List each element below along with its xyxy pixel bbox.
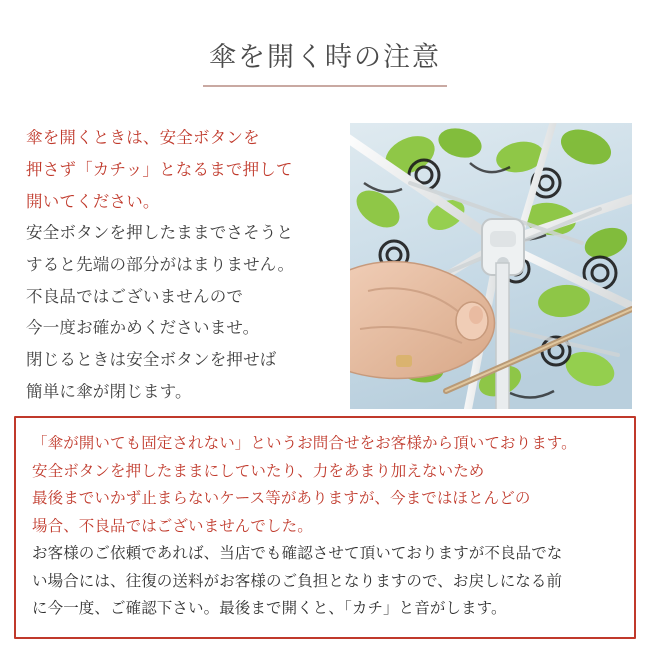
notice-line: い場合には、往復の送料がお客様のご負担となりますので、お戻しになる前 (32, 572, 563, 590)
instruction-line: 押さず「カチッ」となるまで押して (26, 160, 293, 179)
instruction-line: 今一度お確かめくださいませ。 (26, 319, 260, 338)
notice-line: 最後までいかず止まらないケース等がありますが、今まではほとんどの (32, 490, 531, 508)
notice-line: 場合、不良品ではございませんでした。 (32, 517, 313, 535)
instruction-line: 傘を開くときは、安全ボタンを (26, 129, 260, 148)
notice-line: 「傘が開いても固定されない」というお問合せをお客様から頂いております。 (32, 435, 577, 452)
notice-box (14, 416, 636, 639)
umbrella-photo (350, 123, 632, 409)
notice-line: 安全ボタンを押したままにしていたり、力をあまり加えないため (32, 462, 485, 480)
instruction-line: すると先端の部分がはまりません。 (26, 255, 295, 274)
instruction-line: 安全ボタンを押したままでさそうと (26, 224, 294, 243)
main-content (0, 105, 650, 409)
page-title-container (0, 0, 650, 105)
instruction-line: 不良品ではございませんので (26, 287, 244, 306)
instruction-line: 開いてください。 (26, 192, 160, 211)
instruction-line: 簡単に傘が閉じます。 (26, 382, 192, 401)
notice-line: お客様のご依頼であれば、当店でも確認させて頂いておりますが不良品でな (32, 545, 563, 563)
instruction-line: 閉じるときは安全ボタンを押せば (26, 350, 277, 369)
page-title: 傘を開く時の注意 (203, 40, 447, 87)
instruction-text-block (26, 123, 344, 408)
notice-line: に今一度、ご確認下さい。最後まで開くと、「カチ」と音がします。 (32, 600, 507, 618)
